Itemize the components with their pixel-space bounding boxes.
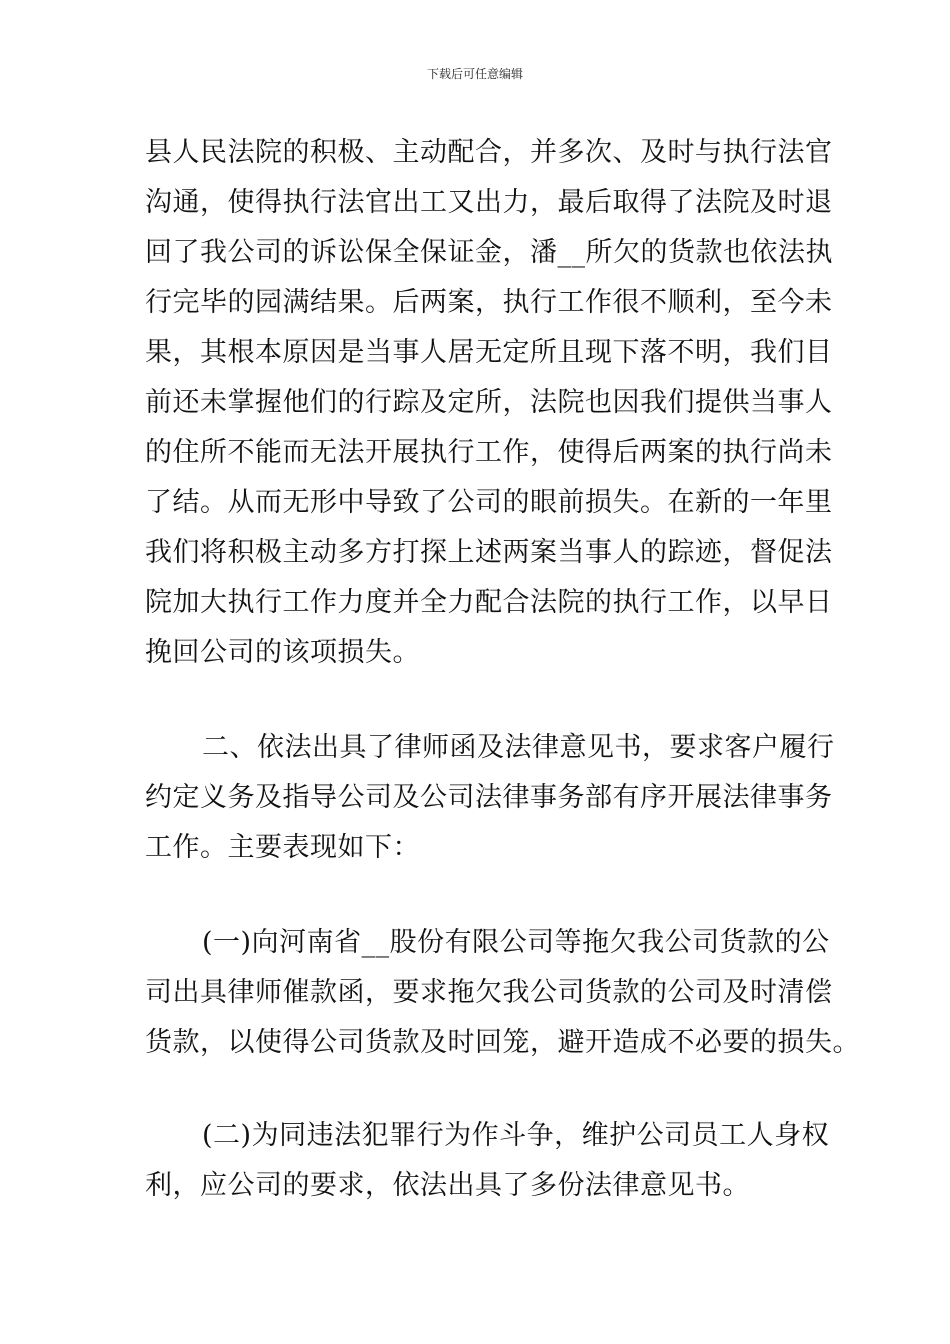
text-line: 工作。主要表现如下： <box>145 832 420 863</box>
text-line: 了结。从而无形中导致了公司的眼前损失。在新的一年里 <box>145 487 833 518</box>
text-line: 约定义务及指导公司及公司法律事务部有序开展法律事务 <box>145 782 833 813</box>
paragraph-1 <box>145 128 833 678</box>
text-line: 回了我公司的诉讼保全保证金，潘__所欠的货款也依法执 <box>145 237 833 268</box>
paragraph-2 <box>145 723 835 873</box>
text-line: 司出具律师催款函，要求拖欠我公司货款的公司及时清偿 <box>145 977 833 1008</box>
text-line: 挽回公司的该项损失。 <box>145 637 420 668</box>
text-line: 的住所不能而无法开展执行工作，使得后两案的执行尚未 <box>145 437 833 468</box>
text-line: (一)向河南省__股份有限公司等拖欠我公司货款的公 <box>202 927 830 958</box>
text-line: 前还未掌握他们的行踪及定所，法院也因我们提供当事人 <box>145 387 833 418</box>
paragraph-spacer <box>145 1068 807 1111</box>
page-header: 下载后可任意编辑 <box>426 67 523 81</box>
text-line: 果，其根本原因是当事人居无定所且现下落不明，我们目 <box>145 337 833 368</box>
text-line: 二、依法出具了律师函及法律意见书，要求客户履行 <box>202 732 835 763</box>
text-line: (二)为同违法犯罪行为作斗争，维护公司员工人身权 <box>202 1120 830 1151</box>
text-line: 县人民法院的积极、主动配合，并多次、及时与执行法官 <box>145 137 833 168</box>
text-line: 院加大执行工作力度并全力配合法院的执行工作，以早日 <box>145 587 833 618</box>
text-line: 行完毕的园满结果。后两案，执行工作很不顺利，至今未 <box>145 287 833 318</box>
text-line: 利，应公司的要求，依法出具了多份法律意见书。 <box>145 1170 750 1201</box>
document-body <box>145 128 860 1211</box>
text-line: 我们将积极主动多方打探上述两案当事人的踪迹，督促法 <box>145 537 833 568</box>
paragraph-spacer <box>145 873 807 918</box>
paragraph-3 <box>145 918 860 1068</box>
paragraph-spacer <box>145 678 807 723</box>
text-line: 货款，以使得公司货款及时回笼，避开造成不必要的损失。 <box>145 1027 860 1058</box>
text-line: 沟通，使得执行法官出工又出力，最后取得了法院及时退 <box>145 187 833 218</box>
paragraph-4 <box>145 1111 830 1211</box>
